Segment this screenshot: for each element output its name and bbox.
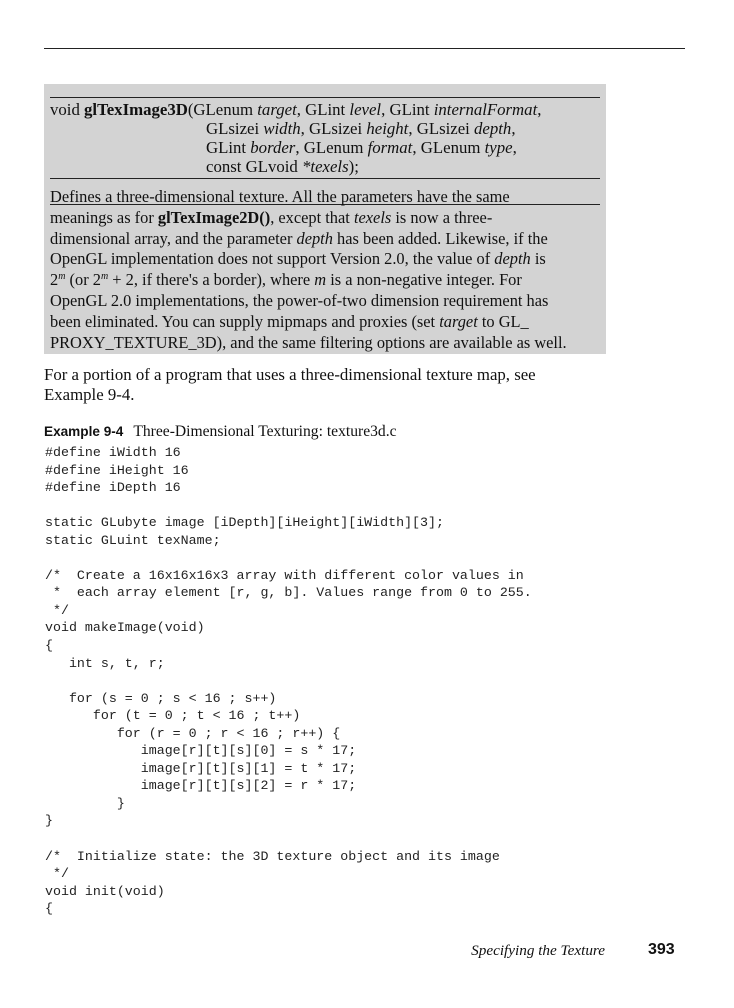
- text-run: ,: [537, 100, 542, 119]
- signature-line: [50, 138, 541, 157]
- code-line: * each array element [r, g, b]. Values range from 0 to 255.: [45, 585, 532, 601]
- function-signature: [50, 100, 541, 176]
- paragraph-line: Example 9-4.: [44, 385, 135, 404]
- parameter-name: level: [349, 100, 382, 119]
- text-run: Defines a three-dimensional texture. All the parameters have the same: [50, 187, 510, 206]
- text-run: OpenGL implementation does not support Version 2.0, the value of: [50, 249, 495, 269]
- text-run: , GLint: [381, 100, 434, 119]
- parameter-name: height: [366, 119, 409, 138]
- example-caption: [44, 423, 397, 441]
- parameter-name: width: [263, 119, 301, 138]
- parameter-name: texels: [353, 207, 392, 227]
- text-run: ,: [512, 138, 517, 157]
- code-line: #define iHeight 16: [45, 462, 189, 478]
- text-run: is: [530, 249, 546, 269]
- description-line: [50, 312, 602, 333]
- body-paragraph: [44, 365, 536, 405]
- function-definition-box: [44, 84, 606, 354]
- parameter-name: depth: [296, 228, 333, 248]
- code-line: void init(void): [45, 883, 165, 899]
- code-line: #define iDepth 16: [45, 480, 181, 496]
- parameter-name: depth: [474, 119, 512, 138]
- text-run: ,: [511, 119, 516, 138]
- parameter-name: m: [314, 270, 327, 290]
- code-line: for (t = 0 ; t < 16 ; t++): [45, 708, 301, 724]
- parameter-name: border: [250, 138, 296, 157]
- text-run: to GL_: [477, 311, 529, 331]
- code-line: [45, 497, 532, 515]
- description-line: [50, 333, 602, 354]
- code-line: [45, 549, 532, 567]
- text-run: been eliminated. You can supply mipmaps and proxies (set: [50, 311, 440, 331]
- signature-line: [50, 119, 541, 138]
- signature-line: [50, 100, 541, 119]
- description-line: [50, 249, 602, 270]
- function-description: [50, 187, 602, 353]
- signature-line: [50, 157, 541, 176]
- text-run: (GLenum: [187, 100, 258, 119]
- code-line: for (r = 0 ; r < 16 ; r++) {: [45, 725, 341, 741]
- text-run: void: [50, 100, 85, 119]
- parameter-name: target: [257, 100, 297, 119]
- text-run: , GLenum: [295, 138, 368, 157]
- code-line: image[r][t][s][0] = s * 17;: [45, 743, 357, 759]
- text-run: is now a three-: [391, 207, 493, 227]
- text-run: meanings as for: [50, 207, 158, 227]
- code-listing: [45, 444, 532, 918]
- parameter-name: target: [439, 311, 478, 331]
- code-line: */: [45, 602, 69, 618]
- text-run: is a non-negative integer. For: [326, 270, 522, 290]
- text-run: const GLvoid: [206, 157, 303, 176]
- code-line: static GLubyte image [iDepth][iHeight][iWidth][3];: [45, 515, 444, 531]
- text-run: GLsizei: [206, 119, 264, 138]
- text-run: dimensional array, and the parameter: [50, 228, 297, 248]
- signature-bottom-rule: [50, 178, 600, 179]
- text-run: , GLsizei: [300, 119, 367, 138]
- parameter-name: *texels: [302, 157, 349, 176]
- code-line: #define iWidth 16: [45, 445, 181, 460]
- text-run: has been added. Likewise, if the: [332, 228, 548, 248]
- text-run: OpenGL 2.0 implementations, the power-of-two dimension requirement has: [50, 290, 549, 310]
- parameter-name: format: [367, 138, 413, 157]
- function-name: glTexImage3D: [84, 100, 188, 119]
- code-line: */: [45, 866, 69, 882]
- function-name: glTexImage2D(): [157, 207, 271, 227]
- page-number: 393: [648, 941, 675, 958]
- example-title: Three-Dimensional Texturing: texture3d.c: [133, 423, 397, 440]
- code-line: }: [45, 795, 125, 811]
- description-line: [50, 270, 602, 291]
- signature-top-rule: [50, 97, 600, 98]
- running-footer-section: Specifying the Texture: [471, 942, 605, 959]
- text-run: , except that: [270, 207, 354, 227]
- description-line: [50, 291, 602, 312]
- code-line: void makeImage(void): [45, 620, 205, 636]
- exponent: m: [100, 271, 109, 283]
- parameter-name: depth: [494, 249, 531, 269]
- text-run: );: [348, 157, 359, 176]
- code-line: {: [45, 638, 53, 654]
- code-line: /* Initialize state: the 3D texture object and its image: [45, 848, 500, 864]
- text-run: + 2, if there's a border), where: [108, 270, 315, 290]
- code-line: /* Create a 16x16x16x3 array with different color values in: [45, 567, 524, 583]
- description-line: [50, 208, 602, 229]
- text-run: GLint: [206, 138, 251, 157]
- parameter-name: type: [484, 138, 513, 157]
- code-line: [45, 830, 532, 848]
- code-line: int s, t, r;: [45, 655, 165, 671]
- header-rule: [44, 48, 685, 49]
- code-line: }: [45, 813, 53, 829]
- example-label: Example 9-4: [44, 424, 124, 439]
- text-run: PROXY_TEXTURE_3D), and the same filtering options are available as well.: [50, 332, 567, 352]
- code-line: [45, 672, 532, 690]
- description-line: [50, 229, 602, 250]
- text-run: , GLsizei: [408, 119, 475, 138]
- parameter-name: internalFormat: [433, 100, 538, 119]
- exponent: m: [58, 271, 66, 283]
- code-line: {: [45, 901, 53, 917]
- text-run: , GLenum: [412, 138, 485, 157]
- text-run: , GLint: [296, 100, 350, 119]
- code-line: image[r][t][s][1] = t * 17;: [45, 760, 357, 776]
- code-line: static GLuint texName;: [45, 532, 221, 548]
- text-run: (or 2: [65, 270, 101, 290]
- code-line: image[r][t][s][2] = r * 17;: [45, 778, 357, 794]
- text-run: 2: [50, 270, 59, 290]
- code-line: for (s = 0 ; s < 16 ; s++): [45, 690, 277, 706]
- description-line: [50, 187, 602, 208]
- paragraph-line: For a portion of a program that uses a three-dimensional texture map, see: [44, 365, 536, 384]
